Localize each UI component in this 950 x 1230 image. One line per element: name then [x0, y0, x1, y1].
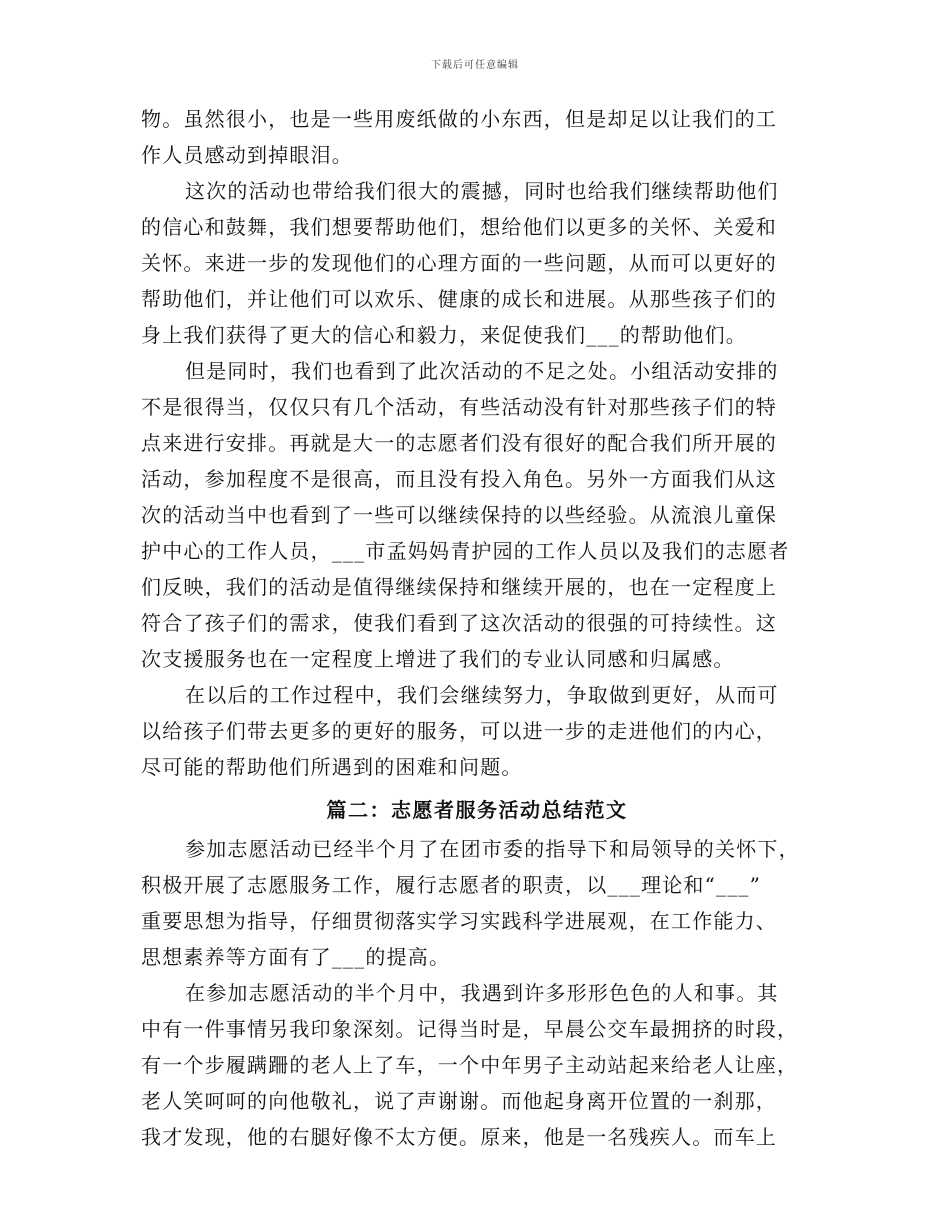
text-line: 作人员感动到掉眼泪。 — [141, 143, 353, 167]
text-line: 次支援服务也在一定程度上增进了我们的专业认同感和归属感。 — [141, 647, 735, 671]
page-header: 下载后可任意编辑 — [431, 60, 519, 71]
paragraph — [141, 677, 813, 785]
paragraph — [141, 173, 813, 353]
text-line: 老人笑呵呵的向他敬礼，说了声谢谢。而他起身离开位置的一刹那， — [141, 1089, 777, 1113]
text-line: 参加志愿活动已经半个月了在团市委的指导下和局领导的关怀下， — [185, 837, 800, 861]
text-line: 有一个步履蹒跚的老人上了车，一个中年男子主动站起来给老人让座， — [141, 1053, 799, 1077]
text-line: 的信心和鼓舞，我们想要帮助他们，想给他们以更多的关怀、关爱和 — [141, 215, 777, 239]
text-line: 积极开展了志愿服务工作，履行志愿者的职责，以___理论和“___” — [141, 873, 762, 897]
text-line: 帮助他们，并让他们可以欢乐、健康的成长和进展。从那些孩子们的 — [141, 287, 777, 311]
text-line: 这次的活动也带给我们很大的震撼，同时也给我们继续帮助他们 — [185, 179, 779, 203]
text-line: 点来进行安排。再就是大一的志愿者们没有很好的配合我们所开展的 — [141, 431, 777, 455]
text-line: 中有一件事情另我印象深刻。记得当时是，早晨公交车最拥挤的时段， — [141, 1017, 799, 1041]
paragraph — [141, 831, 813, 975]
text-line: 们反映，我们的活动是值得继续保持和继续开展的，也在一定程度上 — [141, 575, 777, 599]
text-line: 尽可能的帮助他们所遇到的困难和问题。 — [141, 755, 523, 779]
paragraph — [141, 975, 813, 1155]
text-line: 我才发现，他的右腿好像不太方便。原来，他是一名残疾人。而车上 — [141, 1125, 777, 1149]
text-line: 次的活动当中也看到了一些可以继续保持的以些经验。从流浪儿童保 — [141, 503, 777, 527]
text-line: 活动，参加程度不是很高，而且没有投入角色。另外一方面我们从这 — [141, 467, 777, 491]
document-body — [141, 101, 813, 1155]
text-line: 在参加志愿活动的半个月中，我遇到许多形形色色的人和事。其 — [185, 981, 779, 1005]
section-heading: 篇二：志愿者服务活动总结范文 — [326, 798, 628, 822]
text-line: 符合了孩子们的需求，使我们看到了这次活动的很强的可持续性。这 — [141, 611, 777, 635]
paragraph — [141, 353, 813, 677]
text-line: 但是同时，我们也看到了此次活动的不足之处。小组活动安排的 — [185, 359, 779, 383]
text-line: 思想素养等方面有了___的提高。 — [141, 945, 451, 969]
text-line: 以给孩子们带去更多的更好的服务，可以进一步的走进他们的内心， — [141, 719, 777, 743]
text-line: 重要思想为指导，仔细贯彻落实学习实践科学进展观，在工作能力、 — [141, 909, 777, 933]
text-line: 物。虽然很小，也是一些用废纸做的小东西，但是却足以让我们的工 — [141, 107, 777, 131]
text-line: 不是很得当，仅仅只有几个活动，有些活动没有针对那些孩子们的特 — [141, 395, 777, 419]
text-line: 关怀。来进一步的发现他们的心理方面的一些问题，从而可以更好的 — [141, 251, 777, 275]
text-line: 身上我们获得了更大的信心和毅力，来促使我们___的帮助他们。 — [141, 323, 747, 347]
text-line: 护中心的工作人员，___市孟妈妈青护园的工作人员以及我们的志愿者 — [141, 539, 790, 563]
text-line: 在以后的工作过程中，我们会继续努力，争取做到更好，从而可 — [185, 683, 779, 707]
paragraph-continuation — [141, 101, 813, 173]
